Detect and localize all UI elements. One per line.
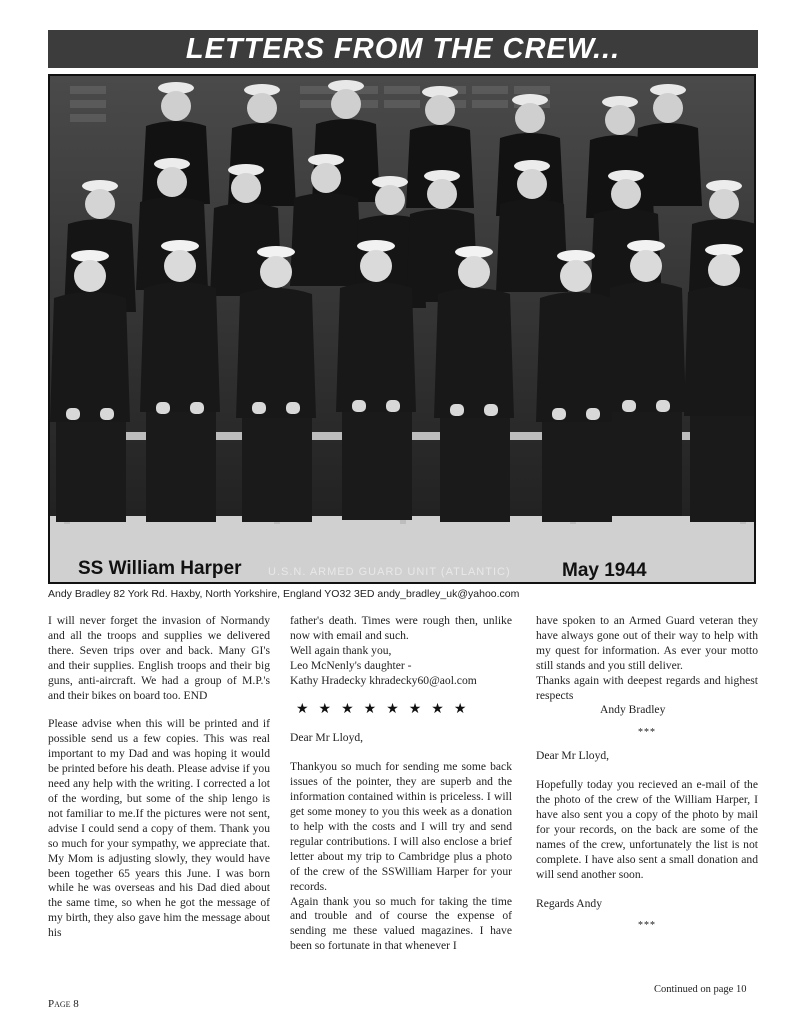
unit-caption: U.S.N. ARMED GUARD UNIT (ATLANTIC) <box>268 566 511 578</box>
paragraph: Thankyou so much for sending me some back issues of the pointer, they are superb and the information contained within is priceless. I will get some money to you this week as a donation to help with the costs and I will try and send regular contributions. I will also enclose a brief letter about my trip to Cambridge plus a photo of the crew of the SSWilliam Harper for your records. <box>290 760 512 893</box>
paragraph: I will never forget the invasion of Normandy and all the troops and supplies we delivered there. Seven trips over and back. Many GI's and their supplies. English troops and their big guns, anti-aircraft. We had a group of M.P.'s and their bikes on board too. END <box>48 614 270 702</box>
text-column-1 <box>48 614 270 941</box>
photo-date-caption: May 1944 <box>562 560 647 581</box>
continued-note: Continued on page 10 <box>654 984 747 995</box>
letter-signature: Regards Andy <box>536 896 603 910</box>
ship-name-caption: SS William Harper <box>78 558 242 579</box>
crew-photo-image <box>50 76 754 582</box>
text-column-2 <box>290 614 512 954</box>
salutation: Dear Mr Lloyd, <box>536 749 610 763</box>
paragraph: Again thank you so much for taking the time and trouble and of course the expense of sending me these valued magazines. I have been so fortunate in that whenever I <box>290 894 512 953</box>
letter-line: Leo McNenly's daughter - <box>290 658 412 672</box>
section-divider: *** <box>638 920 656 932</box>
paragraph: Hopefully today you recieved an e-mail of the the photo of the crew of the William Harper, I have also sent you a copy of the photo by mail for your records, on the back are some of the names of the crew, unfortunately the list is not complete. I have also sent a small donation and will send another soon. <box>536 778 758 881</box>
letter-signature: Kathy Hradecky khradecky60@aol.com <box>290 673 477 687</box>
page-title: LETTERS FROM THE CREW... <box>185 33 621 65</box>
salutation: Dear Mr Lloyd, <box>290 731 364 745</box>
crew-photo <box>48 74 756 584</box>
title-banner <box>48 30 758 68</box>
letter-signature: Andy Bradley <box>600 703 666 717</box>
paragraph: Please advise when this will be printed and if possible send us a few copies. This was real important to my Dad and was hoping it would be printed before his death. Please advise if you need any help with the writing. I corrected a lot of the wording, but some of the ship lengo is not familiar to me.If the pictures were not sent, advise I could send a copy of them. Thank you so much for your sympathy, we appreciate that. My Mom is adjusting slowly, they would have been together 65 years this June. I was born while he was overseas and his Dad died about the same time, so when he got the message of my birth, they also gave him the message about his <box>48 717 270 940</box>
page-number: Page 8 <box>48 998 79 1010</box>
paragraph: have spoken to an Armed Guard veteran they have always gone out of their way to help with my quest for information. As ever your motto still stands and you still deliver. <box>536 614 758 672</box>
letter-line: Well again thank you, <box>290 643 392 657</box>
star-divider: ★★★★★★★★ <box>296 701 477 717</box>
text-column-3 <box>536 614 758 934</box>
contact-line: Andy Bradley 82 York Rd. Haxby, North Yorkshire, England YO32 3ED andy_bradley_uk@yahoo.com <box>48 588 520 600</box>
paragraph: Thanks again with deepest regards and highest respects <box>536 673 758 702</box>
section-divider: *** <box>638 727 656 739</box>
paragraph: father's death. Times were rough then, unlike now with email and such. <box>290 614 512 642</box>
